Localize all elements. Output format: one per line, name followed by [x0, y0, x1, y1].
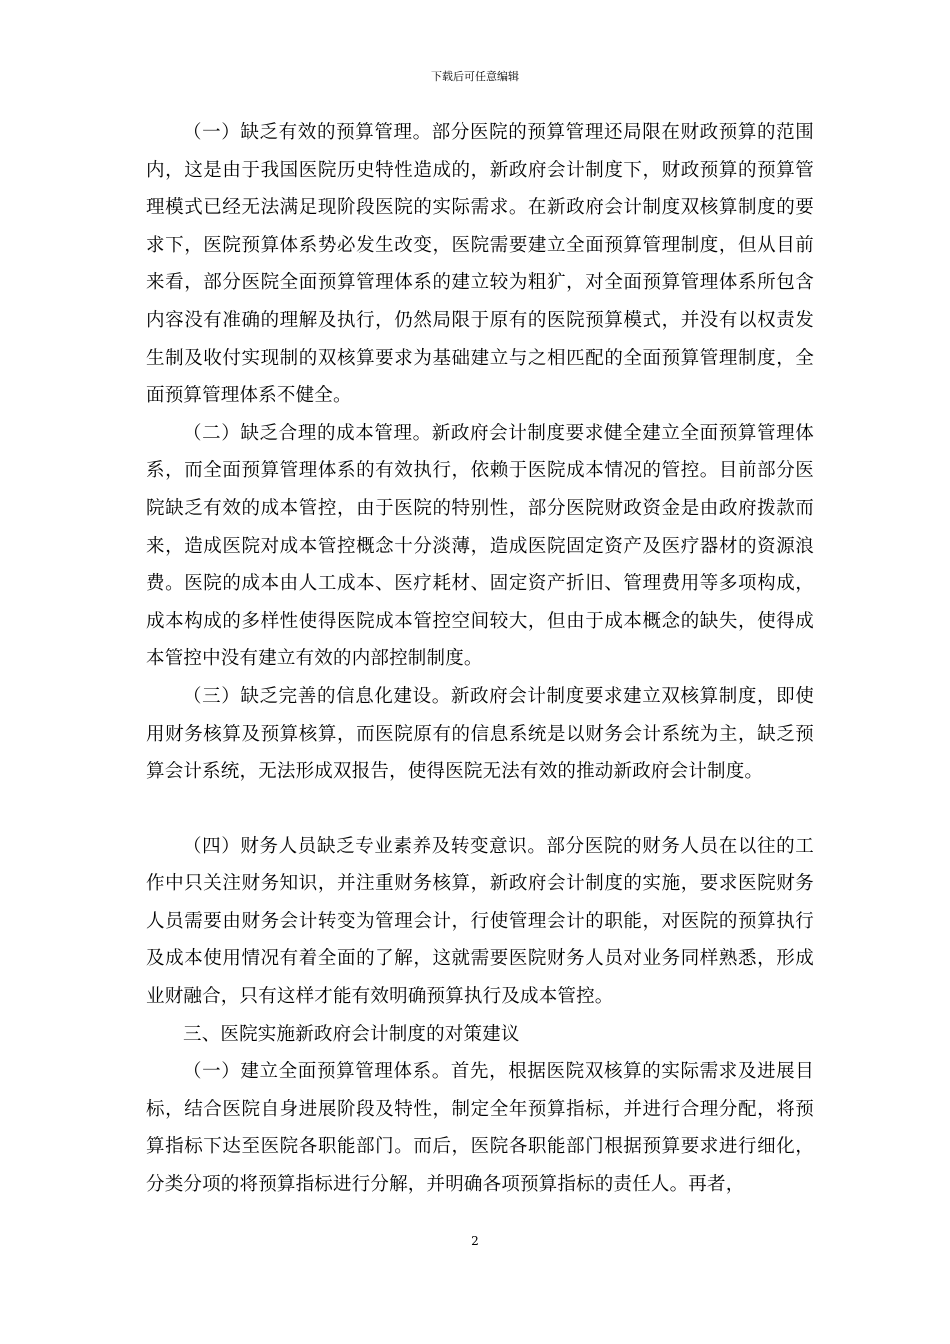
document-body [146, 114, 814, 1204]
page-number: 2 [471, 1234, 479, 1248]
paragraph-budget-management: （一）缺乏有效的预算管理。部分医院的预算管理还局限在财政预算的范围内，这是由于我国医院历史特性造成的，新政府会计制度下，财政预算的预算管理模式已经无法满足现阶段医院的实际需求。在新政府会计制度双核算制度的要求下，医院预算体系势必发生改变，医院需要建立全面预算管理制度，但从目前来看，部分医院全面预算管理体系的建立较为粗犷，对全面预算管理体系所包含内容没有准确的理解及执行，仍然局限于原有的医院预算模式，并没有以权责发生制及收付实现制的双核算要求为基础建立与之相匹配的全面预算管理制度，全面预算管理体系不健全。 [146, 122, 814, 407]
paragraph-cost-management: （二）缺乏合理的成本管理。新政府会计制度要求健全建立全面预算管理体系，而全面预算管理体系的有效执行，依赖于医院成本情况的管控。目前部分医院缺乏有效的成本管控，由于医院的特别性，部分医院财政资金是由政府拨款而来，造成医院对成本管控概念十分淡薄，造成医院固定资产及医疗器材的资源浪费。医院的成本由人工成本、医疗耗材、固定资产折旧、管理费用等多项构成，成本构成的多样性使得医院成本管控空间较大，但由于成本概念的缺失，使得成本管控中没有建立有效的内部控制制度。 [146, 422, 814, 670]
paragraph-spacer [146, 791, 814, 828]
section-heading-countermeasures: 三、医院实施新政府会计制度的对策建议 [183, 1023, 520, 1045]
page-header: 下载后可任意编辑 [431, 70, 519, 83]
paragraph-information-construction: （三）缺乏完善的信息化建设。新政府会计制度要求建立双核算制度，即使用财务核算及预算核算，而医院原有的信息系统是以财务会计系统为主，缺乏预算会计系统，无法形成双报告，使得医院无法有效的推动新政府会计制度。 [146, 685, 814, 783]
paragraph-budget-system: （一）建立全面预算管理体系。首先，根据医院双核算的实际需求及进展目标，结合医院自身进展阶段及特性，制定全年预算指标，并进行合理分配，将预算指标下达至医院各职能部门。而后，医院各职能部门根据预算要求进行细化，分类分项的将预算指标进行分解，并明确各项预算指标的责任人。再者， [146, 1061, 814, 1196]
paragraph-finance-staff: （四）财务人员缺乏专业素养及转变意识。部分医院的财务人员在以往的工作中只关注财务知识，并注重财务核算，新政府会计制度的实施，要求医院财务人员需要由财务会计转变为管理会计，行使管理会计的职能，对医院的预算执行及成本使用情况有着全面的了解，这就需要医院财务人员对业务同样熟悉，形成业财融合，只有这样才能有效明确预算执行及成本管控。 [146, 835, 814, 1008]
